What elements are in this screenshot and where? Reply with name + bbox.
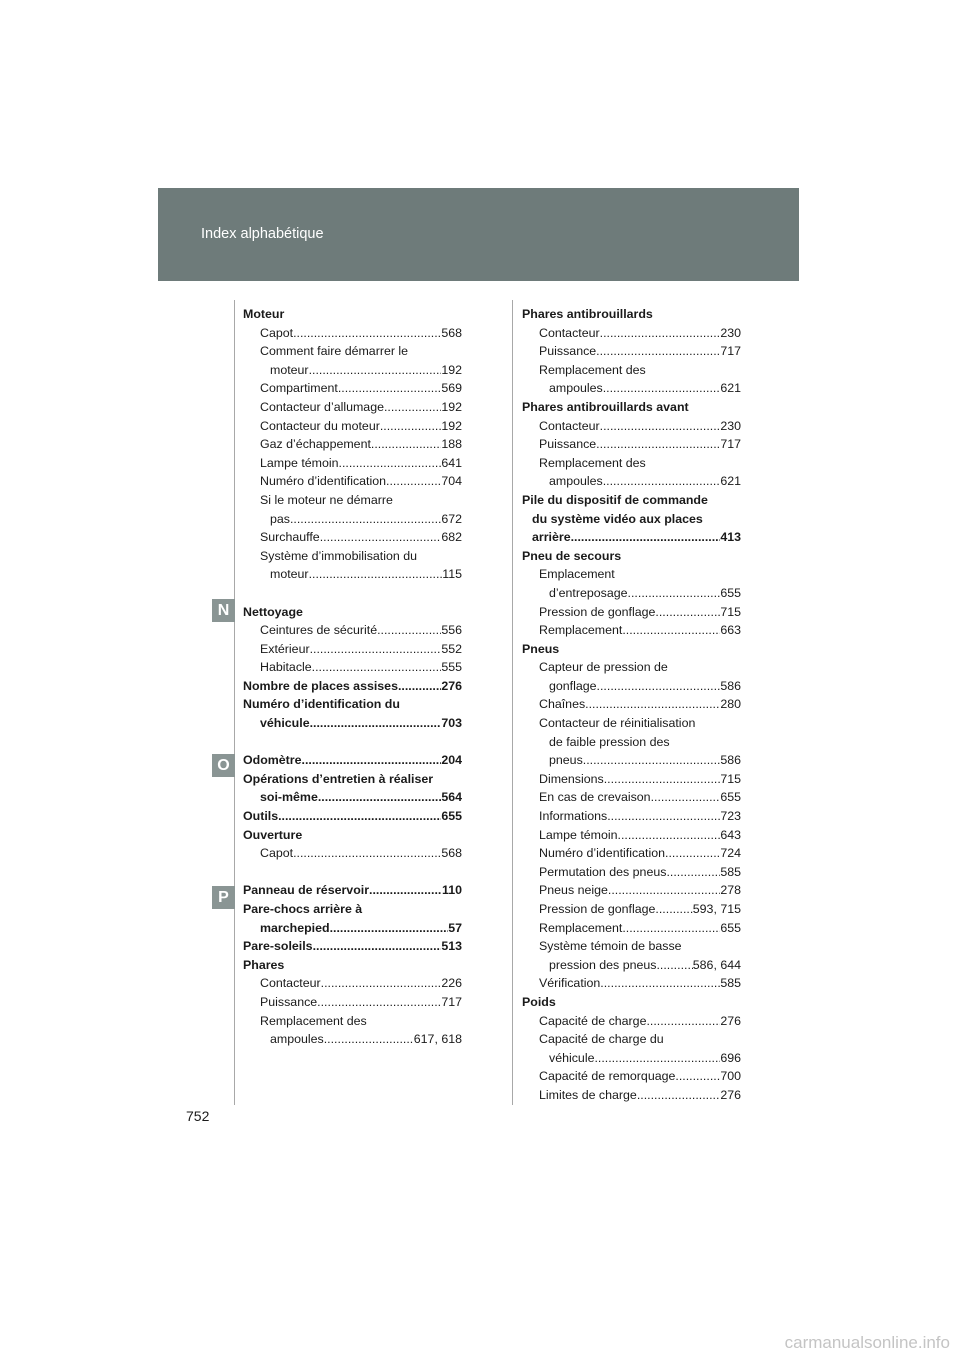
index-entry: Lampe témoin ..... 643 xyxy=(522,826,741,845)
index-entry: Capot ..... 568 xyxy=(243,324,462,343)
index-entry: Outils ..... 655 xyxy=(243,807,462,826)
index-entry: En cas de crevaison ..... 655 xyxy=(522,788,741,807)
index-entry-line: Si le moteur ne démarre xyxy=(260,492,393,507)
index-entry-line: Opérations d’entretien à réaliser xyxy=(243,771,434,786)
index-heading: Pneus xyxy=(522,641,560,656)
index-entry: soi-même ..... 564 xyxy=(243,788,462,807)
index-entry: Remplacement ..... 655 xyxy=(522,919,741,938)
index-entry-line: Capacité de charge du xyxy=(539,1032,664,1047)
index-entry: ampoules ..... 621 xyxy=(522,472,741,491)
left-divider xyxy=(234,300,235,1105)
index-entry-line: du système vidéo aux places xyxy=(532,511,703,526)
index-entry: Capacité de charge ..... 276 xyxy=(522,1012,741,1031)
index-entry: Odomètre ..... 204 xyxy=(243,751,462,770)
index-entry-line: Remplacement des xyxy=(539,362,646,377)
index-entry: Dimensions ..... 715 xyxy=(522,770,741,789)
index-entry: ampoules ..... 621 xyxy=(522,379,741,398)
index-entry: Limites de charge ..... 276 xyxy=(522,1086,741,1105)
index-column-right xyxy=(522,305,741,1105)
index-entry: marchepied ..... 57 xyxy=(243,919,462,938)
index-entry: arrière ..... 413 xyxy=(522,528,741,547)
watermark: carmanualsonline.info xyxy=(784,1333,950,1352)
index-entry: Informations ..... 723 xyxy=(522,807,741,826)
header-title: Index alphabétique xyxy=(201,226,324,242)
index-entry: Chaînes ..... 280 xyxy=(522,695,741,714)
index-entry: Ceintures de sécurité ..... 556 xyxy=(243,621,462,640)
index-entry: véhicule ..... 696 xyxy=(522,1049,741,1068)
index-heading: Poids xyxy=(522,994,556,1009)
middle-divider xyxy=(512,300,513,1105)
index-entry: Gaz d’échappement ..... 188 xyxy=(243,435,462,454)
index-entry: moteur ..... 192 xyxy=(243,361,462,380)
index-entry-line: Remplacement des xyxy=(539,455,646,470)
index-entry: Puissance ..... 717 xyxy=(243,993,462,1012)
index-entry: Puissance ..... 717 xyxy=(522,435,741,454)
letter-tab-o[interactable]: O xyxy=(212,754,235,777)
index-heading: Phares antibrouillards avant xyxy=(522,399,689,414)
index-entry: gonflage ..... 586 xyxy=(522,677,741,696)
index-entry: Compartiment ..... 569 xyxy=(243,379,462,398)
index-entry-line: Système témoin de basse xyxy=(539,939,682,954)
index-entry: Permutation des pneus ..... 585 xyxy=(522,863,741,882)
index-heading: Moteur xyxy=(243,307,285,321)
index-entry: Contacteur ..... 230 xyxy=(522,324,741,343)
index-entry: pas ..... 672 xyxy=(243,510,462,529)
index-entry: pneus ..... 586 xyxy=(522,751,741,770)
index-entry: Contacteur ..... 226 xyxy=(243,974,462,993)
index-entry: Contacteur du moteur ..... 192 xyxy=(243,417,462,436)
index-entry: Capot ..... 568 xyxy=(243,844,462,863)
index-entry-line: Capteur de pression de xyxy=(539,660,668,675)
index-entry-line: Comment faire démarrer le xyxy=(260,344,409,359)
index-entry-line: Système d’immobilisation du xyxy=(260,548,418,563)
section-header xyxy=(158,188,799,281)
index-entry: moteur ..... 115 xyxy=(243,565,462,584)
index-entry: Extérieur ..... 552 xyxy=(243,640,462,659)
index-entry: Contacteur d’allumage ..... 192 xyxy=(243,398,462,417)
index-entry: véhicule ..... 703 xyxy=(243,714,462,733)
index-heading: Nettoyage xyxy=(243,604,303,619)
index-entry: Habitacle ..... 555 xyxy=(243,658,462,677)
index-heading: Ouverture xyxy=(243,827,303,842)
index-entry: Puissance ..... 717 xyxy=(522,342,741,361)
index-heading: Pneu de secours xyxy=(522,548,622,563)
index-entry: Lampe témoin ..... 641 xyxy=(243,454,462,473)
index-entry: Numéro d’identification ..... 704 xyxy=(243,472,462,491)
letter-tab-n[interactable]: N xyxy=(212,599,235,622)
index-entry: Pneus neige ..... 278 xyxy=(522,881,741,900)
index-entry: Numéro d’identification ..... 724 xyxy=(522,844,741,863)
index-entry: Pression de gonflage ..... 715 xyxy=(522,603,741,622)
letter-tab-p[interactable]: P xyxy=(212,886,235,909)
index-entry-line: Contacteur de réinitialisation xyxy=(539,716,696,731)
index-heading: Phares antibrouillards xyxy=(522,307,653,321)
index-entry: d’entreposage ..... 655 xyxy=(522,584,741,603)
index-entry: Vérification ..... 585 xyxy=(522,974,741,993)
page-number: 752 xyxy=(186,1108,210,1124)
index-entry: Nombre de places assises ..... 276 xyxy=(243,677,462,696)
index-entry: Remplacement ..... 663 xyxy=(522,621,741,640)
index-entry: pression des pneus ..... 586, 644 xyxy=(522,956,741,975)
index-entry: Surchauffe ..... 682 xyxy=(243,528,462,547)
index-entry-line: Pile du dispositif de commande xyxy=(522,492,708,507)
index-entry-line: de faible pression des xyxy=(549,734,670,749)
index-entry-line: Numéro d’identification du xyxy=(243,697,400,712)
index-entry: Pression de gonflage ..... 593, 715 xyxy=(522,900,741,919)
index-heading: Phares xyxy=(243,957,285,972)
index-entry: Capacité de remorquage ..... 700 xyxy=(522,1067,741,1086)
index-entry-line: Remplacement des xyxy=(260,1013,367,1028)
index-entry-line: Pare-chocs arrière à xyxy=(243,902,363,916)
index-entry-line: Emplacement xyxy=(539,567,615,582)
index-entry: Pare-soleils ..... 513 xyxy=(243,937,462,956)
index-column-left xyxy=(243,305,462,1049)
index-entry: Contacteur ..... 230 xyxy=(522,417,741,436)
index-entry: Panneau de réservoir ..... 110 xyxy=(243,881,462,900)
index-entry: ampoules ..... 617, 618 xyxy=(243,1030,462,1049)
